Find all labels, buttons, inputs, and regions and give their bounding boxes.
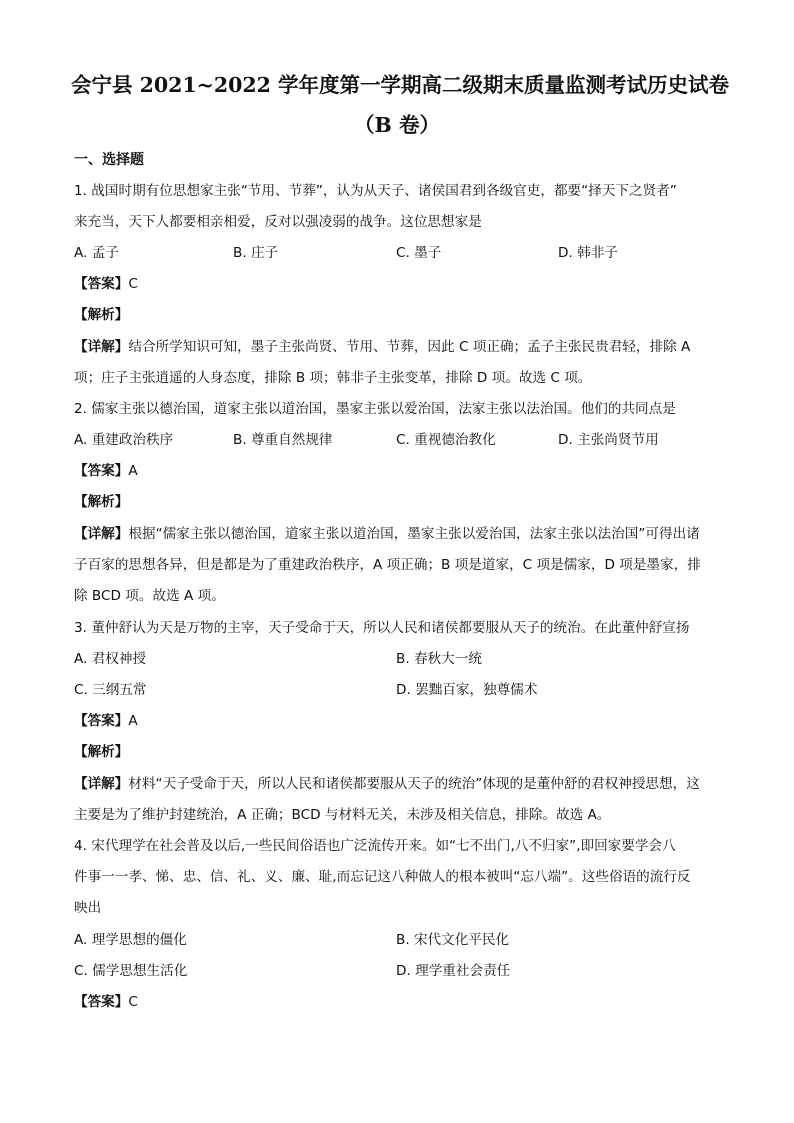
question-1-answer — [74, 274, 138, 294]
question-1-option-a: A. 孟子 — [74, 245, 119, 261]
answer-tag: 【答案】 — [74, 994, 129, 1010]
question-1-option-d: D. 韩非子 — [558, 245, 618, 261]
question-2-analysis-tag: 【解析】 — [74, 494, 129, 510]
question-4-stem-line-1: 4. 宋代理学在社会普及以后,一些民间俗语也广泛流传开来。如“七不出门,八不归家”,即回家要学会八 — [74, 838, 676, 854]
question-2-option-a: A. 重建政治秩序 — [74, 432, 174, 448]
question-3-detail-line-1 — [74, 774, 700, 794]
answer-tag: 【答案】 — [74, 276, 129, 292]
page-subtitle: （B 卷） — [354, 113, 440, 137]
answer-tag: 【答案】 — [74, 463, 129, 479]
detail-tag: 【详解】 — [74, 526, 129, 542]
answer-value: A — [128, 713, 138, 729]
answer-value: A — [128, 463, 138, 479]
question-2-detail-line-1 — [74, 524, 700, 544]
question-1-analysis-tag: 【解析】 — [74, 307, 129, 323]
answer-value: C — [128, 994, 138, 1010]
detail-text: 根据“儒家主张以德治国，道家主张以道治国，墨家主张以爱治国，法家主张以法治国”可得出诸 — [128, 526, 700, 542]
question-3-analysis-tag: 【解析】 — [74, 744, 129, 760]
question-4-stem-line-3: 映出 — [74, 900, 102, 916]
question-1-stem-line-2: 来充当，天下人都要相亲相爱，反对以强凌弱的战争。这位思想家是 — [74, 214, 482, 230]
question-2-option-d: D. 主张尚贤节用 — [558, 432, 659, 448]
question-3-stem-line-1: 3. 董仲舒认为天是万物的主宰，天子受命于天，所以人民和诸侯都要服从天子的统治。在此董仲舒宣扬 — [74, 620, 690, 636]
question-2-option-c: C. 重视德治教化 — [396, 432, 496, 448]
question-4-option-c: C. 儒学思想生活化 — [74, 963, 188, 979]
question-3-detail-line-2: 主要是为了维护封建统治，A 正确；BCD 与材料无关，未涉及相关信息，排除。故选 A。 — [74, 807, 611, 823]
question-2-answer — [74, 461, 138, 481]
question-4-option-d: D. 理学重社会责任 — [396, 963, 511, 979]
question-2-stem-line-1: 2. 儒家主张以德治国，道家主张以道治国，墨家主张以爱治国，法家主张以法治国。他们的共同点是 — [74, 401, 676, 417]
question-4-stem-line-2: 件事一一孝、悌、忠、信、礼、义、廉、耻,而忘记这八种做人的根本被叫“忘八端”。这些俗语的流行反 — [74, 869, 691, 885]
question-4-option-b: B. 宋代文化平民化 — [396, 932, 510, 948]
question-1-detail-line-2: 项；庄子主张逍遥的人身态度，排除 B 项；韩非子主张变革，排除 D 项。故选 C 项。 — [74, 370, 592, 386]
page-title: 会宁县 2021~2022 学年度第一学期高二级期末质量监测考试历史试卷 — [70, 73, 730, 97]
question-3-option-b: B. 春秋大一统 — [396, 651, 482, 667]
question-1-detail-line-1 — [74, 337, 690, 357]
question-1-stem-line-1: 1. 战国时期有位思想家主张“节用、节葬”，认为从天子、诸侯国君到各级官吏，都要“择天下之贤者” — [74, 183, 677, 199]
question-4-answer — [74, 992, 138, 1012]
detail-text: 材料“天子受命于天，所以人民和诸侯都要服从天子的统治”体现的是董仲舒的君权神授思想，这 — [128, 776, 700, 792]
detail-tag: 【详解】 — [74, 776, 129, 792]
section-title: 一、选择题 — [74, 152, 144, 168]
question-1-option-b: B. 庄子 — [233, 245, 279, 261]
question-3-option-d: D. 罢黜百家，独尊儒术 — [396, 682, 538, 698]
answer-tag: 【答案】 — [74, 713, 129, 729]
question-1-option-c: C. 墨子 — [396, 245, 442, 261]
question-2-detail-line-3: 除 BCD 项。故选 A 项。 — [74, 588, 225, 604]
question-3-option-c: C. 三纲五常 — [74, 682, 147, 698]
question-2-option-b: B. 尊重自然规律 — [233, 432, 333, 448]
answer-value: C — [128, 276, 138, 292]
question-3-option-a: A. 君权神授 — [74, 651, 147, 667]
question-3-answer — [74, 711, 138, 731]
question-2-detail-line-2: 子百家的思想各异，但是都是为了重建政治秩序，A 项正确；B 项是道家，C 项是儒家，D 项是墨家，排 — [74, 557, 701, 573]
question-4-option-a: A. 理学思想的僵化 — [74, 932, 187, 948]
detail-tag: 【详解】 — [74, 339, 129, 355]
detail-text: 结合所学知识可知，墨子主张尚贤、节用、节葬，因此 C 项正确；孟子主张民贵君轻，排除 A — [128, 339, 691, 355]
